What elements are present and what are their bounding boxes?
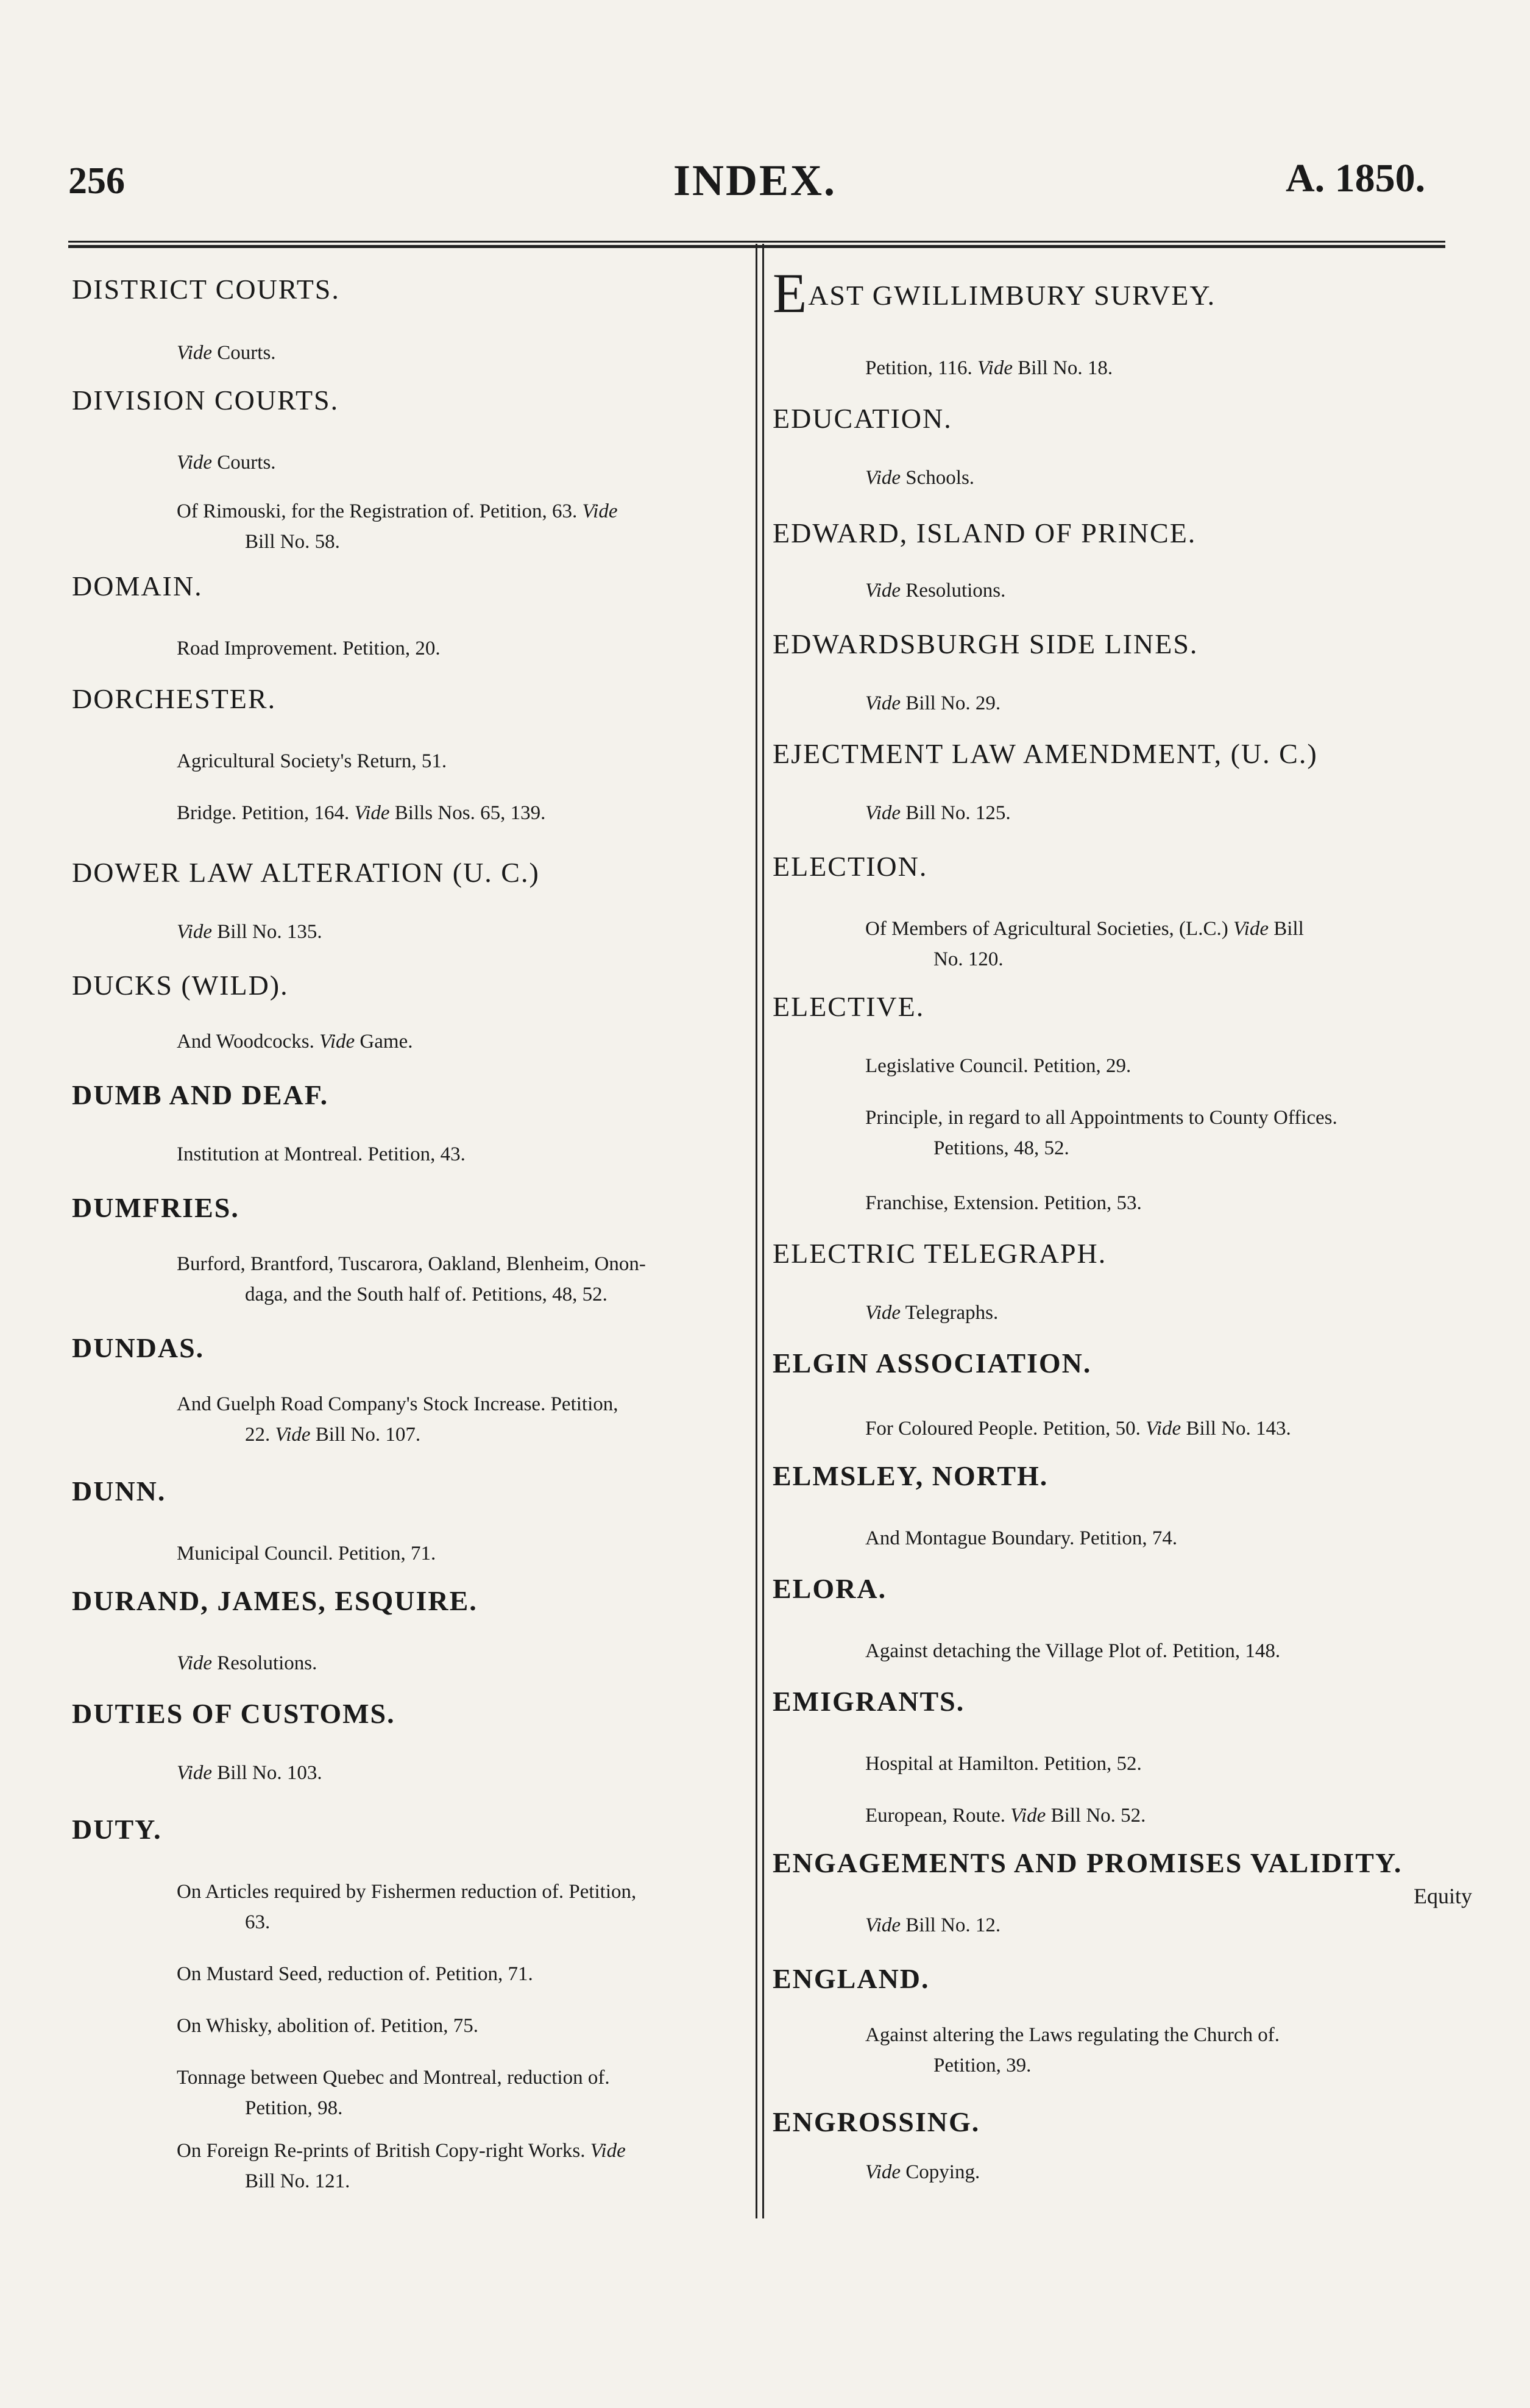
index-subentry (177, 1649, 317, 1679)
subentry-text: Game. (355, 1031, 413, 1053)
index-subentry (865, 1801, 1146, 1831)
index-subentry (177, 1390, 618, 1450)
subentry-line (177, 921, 322, 943)
index-heading (72, 384, 339, 416)
heading-text: ELMSLEY, NORTH. (773, 1460, 1049, 1491)
subentry-line (865, 467, 974, 489)
subentry-text: Agricultural Society's Return, 51. (177, 750, 447, 772)
subentry-line (865, 2024, 1280, 2046)
subentry-line (177, 1393, 618, 1415)
heading-text: DOMAIN. (72, 570, 203, 602)
vide-label: Vide (354, 802, 390, 824)
subentry-continuation (177, 1420, 618, 1451)
heading-text: DOWER LAW ALTERATION (U. C.) (72, 857, 540, 888)
heading-text: ELECTIVE. (773, 991, 925, 1022)
index-heading (72, 1585, 478, 1617)
index-subentry (177, 747, 447, 777)
drop-initial: E (773, 262, 809, 324)
vide-label: Vide (977, 357, 1013, 379)
index-subentry (865, 2020, 1280, 2081)
heading-text: ENGAGEMENTS AND PROMISES VALIDITY. (773, 1847, 1403, 1878)
page-title: INDEX. (673, 156, 837, 205)
catchword: Equity (1414, 1884, 1472, 1908)
index-subentry (865, 1188, 1142, 1219)
subentry-line (177, 1031, 413, 1053)
subentry-text: Institution at Montreal. Petition, 43. (177, 1143, 466, 1165)
subentry-text: Hospital at Hamilton. Petition, 52. (865, 1753, 1142, 1775)
subentry-text: Bridge. Petition, 164. (177, 802, 355, 824)
subentry-text: Bills Nos. 65, 139. (389, 802, 546, 824)
heading-text: EDUCATION. (773, 403, 952, 434)
subentry-line (865, 1192, 1142, 1214)
vide-label: Vide (865, 802, 901, 824)
subentry-text: Bill No. 29. (901, 692, 1001, 714)
index-subentry (177, 497, 617, 557)
index-heading (773, 737, 1318, 770)
heading-text: DURAND, JAMES, ESQUIRE. (72, 1585, 478, 1616)
heading-text: DUTY. (72, 1814, 162, 1845)
heading-text: AST GWILLIMBURY SURVEY. (808, 280, 1216, 311)
index-subentry (177, 634, 441, 664)
subentry-line (865, 2161, 980, 2183)
subentry-text: Telegraphs. (901, 1302, 999, 1324)
index-heading (773, 1347, 1091, 1379)
subentry-text: Road Improvement. Petition, 20. (177, 638, 441, 659)
subentry-text: Legislative Council. Petition, 29. (865, 1055, 1132, 1077)
heading-text: ELECTION. (773, 851, 928, 882)
vide-label: Vide (177, 921, 213, 943)
index-heading (773, 1685, 965, 1717)
subentry-text: Bill No. 18. (1012, 357, 1113, 379)
subentry-line (865, 692, 1001, 714)
index-subentry (865, 1524, 1177, 1554)
index-heading (773, 2106, 980, 2138)
subentry-text: Bill No. 107. (310, 1423, 421, 1446)
subentry-continuation: Bill No. 58. (245, 530, 340, 553)
heading-text: DORCHESTER. (72, 683, 277, 714)
subentry-text: Petition, 116. (865, 357, 977, 379)
index-subentry (865, 463, 974, 494)
subentry-text: Resolutions. (212, 1652, 317, 1674)
vide-label: Vide (865, 1914, 901, 1936)
index-subentry (177, 2136, 626, 2197)
subentry-line (865, 580, 1005, 602)
index-subentry (865, 1051, 1131, 1082)
subentry-line (177, 452, 276, 474)
subentry-line (177, 2140, 626, 2162)
index-heading (72, 1332, 204, 1364)
index-heading (72, 273, 340, 305)
subentry-line (177, 1963, 533, 1985)
vide-label: Vide (177, 1652, 213, 1674)
subentry-text: Courts. (212, 452, 276, 474)
subentry-line (177, 638, 441, 659)
heading-text: DIVISION COURTS. (72, 385, 339, 416)
index-heading (72, 1475, 166, 1507)
vide-label: Vide (177, 1762, 213, 1784)
subentry-line (177, 1253, 646, 1275)
subentry-line (865, 918, 1304, 940)
subentry-text: Bill No. 125. (901, 802, 1011, 824)
index-subentry (177, 338, 276, 369)
heading-text: EMIGRANTS. (773, 1686, 965, 1717)
subentry-text: Resolutions. (901, 580, 1006, 602)
subentry-line (865, 1055, 1131, 1077)
vide-label: Vide (1233, 918, 1269, 940)
index-subentry (177, 2063, 610, 2123)
subentry-text: Bill No. 103. (212, 1762, 322, 1784)
index-heading (72, 969, 289, 1001)
subentry-line (177, 342, 276, 364)
subentry-text: Of Rimouski, for the Registration of. Petition, 63. (177, 500, 583, 522)
index-subentry (177, 1249, 646, 1310)
subentry-line (177, 1652, 317, 1674)
subentry-text: And Montague Boundary. Petition, 74. (865, 1527, 1178, 1549)
index-subentry (865, 1911, 1001, 1941)
index-subentry (177, 1027, 413, 1057)
vide-label: Vide (590, 2140, 626, 2162)
subentry-text: Municipal Council. Petition, 71. (177, 1543, 436, 1564)
index-subentry (177, 798, 545, 829)
index-subentry (177, 1877, 636, 1937)
subentry-line (177, 1881, 636, 1903)
index-heading (72, 683, 276, 715)
index-heading (773, 1237, 1107, 1270)
subentry-line (177, 2067, 610, 2089)
index-subentry (177, 1758, 322, 1789)
subentry-line (865, 1107, 1337, 1129)
subentry-line (865, 1753, 1142, 1775)
subentry-continuation: Bill No. 121. (245, 2170, 350, 2192)
page-year: A. 1850. (1286, 156, 1426, 201)
subentry-line (865, 1640, 1280, 1662)
subentry-text: Against detaching the Village Plot of. Petition, 148. (865, 1640, 1281, 1662)
heading-text: DUCKS (WILD). (72, 970, 289, 1001)
index-subentry (865, 689, 1001, 719)
subentry-line (177, 500, 617, 522)
heading-text: ELECTRIC TELEGRAPH. (773, 1238, 1107, 1269)
subentry-text: Copying. (901, 2161, 980, 2183)
vide-label: Vide (865, 580, 901, 602)
index-subentry (177, 448, 276, 478)
subentry-text: Principle, in regard to all Appointments to County Offices. (865, 1107, 1337, 1129)
subentry-text: Schools. (901, 467, 975, 489)
index-heading (72, 570, 203, 602)
index-subentry (177, 1959, 533, 1990)
subentry-continuation: Petition, 98. (245, 2097, 343, 2119)
subentry-text: Bill (1268, 918, 1304, 940)
heading-text: DUNDAS. (72, 1332, 205, 1363)
heading-text: DUMFRIES. (72, 1192, 239, 1223)
index-heading (773, 990, 924, 1023)
subentry-line (177, 1762, 322, 1784)
index-subentry (177, 1539, 436, 1569)
subentry-line (865, 802, 1011, 824)
index-subentry (865, 798, 1011, 829)
header-rule (68, 241, 1445, 243)
subentry-text: Franchise, Extension. Petition, 53. (865, 1192, 1142, 1214)
subentry-continuation: Petition, 39. (933, 2054, 1032, 2076)
subentry-continuation: Petitions, 48, 52. (933, 1137, 1069, 1159)
index-subentry (865, 1298, 998, 1329)
subentry-line (177, 750, 447, 772)
index-subentry (865, 576, 1005, 606)
subentry-text: On Whisky, abolition of. Petition, 75. (177, 2015, 478, 2037)
subentry-text: Bill No. 12. (901, 1914, 1001, 1936)
subentry-text: Tonnage between Quebec and Montreal, reduction of. (177, 2067, 610, 2089)
index-subentry (865, 914, 1304, 975)
index-heading (773, 1847, 1402, 1879)
subentry-line (177, 1543, 436, 1564)
vide-label: Vide (1010, 1805, 1046, 1827)
index-subentry (865, 353, 1113, 384)
heading-text: EDWARD, ISLAND OF PRINCE. (773, 517, 1197, 549)
subentry-line (865, 357, 1113, 379)
index-subentry (177, 2011, 478, 2042)
heading-text: ENGROSSING. (773, 2106, 980, 2137)
subentry-text: Bill No. 135. (212, 921, 322, 943)
subentry-text: Of Members of Agricultural Societies, (L.C.) (865, 918, 1233, 940)
subentry-text: And Woodcocks. (177, 1031, 320, 1053)
index-subentry (177, 1140, 466, 1170)
subentry-line (865, 1805, 1146, 1827)
heading-text: ENGLAND. (773, 1963, 930, 1994)
index-heading (773, 1460, 1048, 1492)
subentry-line (177, 802, 545, 824)
column-divider (756, 244, 764, 2218)
subentry-continuation: daga, and the South half of. Petitions, 48, 52. (245, 1283, 607, 1305)
vide-label: Vide (865, 467, 901, 489)
subentry-continuation: No. 120. (933, 948, 1004, 970)
subentry-line (177, 1143, 466, 1165)
index-heading (773, 262, 1216, 324)
vide-label: Vide (865, 1302, 901, 1324)
subentry-text: Against altering the Laws regulating the Church of. (865, 2024, 1280, 2046)
index-heading (773, 1572, 887, 1605)
vide-label: Vide (319, 1031, 355, 1053)
heading-text: ELORA. (773, 1573, 887, 1604)
subentry-text: Bill No. 143. (1181, 1418, 1291, 1440)
index-subentry (865, 2158, 980, 2188)
subentry-text: Burford, Brantford, Tuscarora, Oakland, Blenheim, Onon- (177, 1253, 646, 1275)
heading-text: DUNN. (72, 1476, 166, 1507)
subentry-continuation: 63. (245, 1911, 271, 1933)
subentry-text: And Guelph Road Company's Stock Increase. Petition, (177, 1393, 618, 1415)
heading-text: EJECTMENT LAW AMENDMENT, (U. C.) (773, 738, 1318, 769)
index-heading (773, 628, 1198, 660)
subentry-text: 22. (245, 1423, 275, 1446)
subentry-line (177, 2015, 478, 2037)
subentry-text: On Articles required by Fishermen reduction of. Petition, (177, 1881, 637, 1903)
heading-text: DUTIES OF CUSTOMS. (72, 1698, 395, 1729)
index-heading (773, 1962, 930, 1995)
vide-label: Vide (275, 1423, 311, 1446)
index-heading (72, 1697, 395, 1730)
heading-text: ELGIN ASSOCIATION. (773, 1348, 1092, 1379)
vide-label: Vide (1146, 1418, 1181, 1440)
subentry-line (865, 1302, 998, 1324)
subentry-text: Courts. (212, 342, 276, 364)
vide-label: Vide (865, 2161, 901, 2183)
page-number: 256 (68, 160, 125, 202)
index-subentry (865, 1749, 1142, 1780)
subentry-line (865, 1527, 1177, 1549)
index-subentry (865, 1103, 1337, 1163)
heading-text: DUMB AND DEAF. (72, 1079, 329, 1110)
heading-text: EDWARDSBURGH SIDE LINES. (773, 628, 1199, 659)
vide-label: Vide (177, 452, 213, 474)
vide-label: Vide (582, 500, 618, 522)
index-heading (773, 402, 952, 435)
index-heading (773, 517, 1196, 549)
vide-label: Vide (177, 342, 213, 364)
index-subentry (865, 1636, 1280, 1667)
subentry-text: European, Route. (865, 1805, 1011, 1827)
index-heading (773, 850, 927, 883)
index-heading (72, 1192, 239, 1224)
subentry-line (865, 1914, 1001, 1936)
index-subentry (177, 917, 322, 948)
vide-label: Vide (865, 692, 901, 714)
index-heading (72, 1813, 162, 1845)
subentry-text: For Coloured People. Petition, 50. (865, 1418, 1146, 1440)
index-subentry (865, 1414, 1291, 1444)
subentry-text: Bill No. 52. (1046, 1805, 1146, 1827)
subentry-line (865, 1418, 1291, 1440)
index-heading (72, 856, 540, 889)
index-heading (72, 1079, 328, 1111)
heading-text: DISTRICT COURTS. (72, 274, 340, 305)
subentry-text: On Mustard Seed, reduction of. Petition, 71. (177, 1963, 533, 1985)
subentry-text: On Foreign Re-prints of British Copy-right Works. (177, 2140, 590, 2162)
